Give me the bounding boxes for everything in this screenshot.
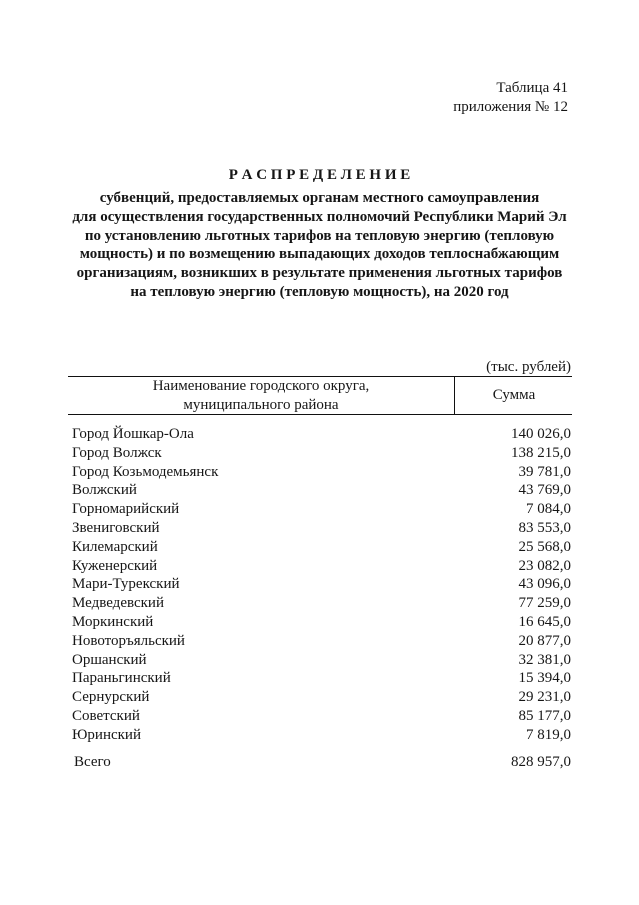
total-row [72,753,571,772]
units-label: (тыс. рублей) [486,359,571,375]
table-row [72,726,571,745]
row-amount: 29 231,0 [518,689,571,706]
header-name-line: муниципального района [183,396,339,413]
table-row [72,538,571,557]
row-name: Город Волжск [72,444,162,461]
document-subtitle [0,189,639,302]
row-name: Оршанский [72,651,147,668]
table-row [72,669,571,688]
table-row [72,575,571,594]
row-amount: 138 215,0 [511,444,571,461]
row-name: Килемарский [72,538,158,555]
row-name: Советский [72,707,140,724]
table-row [72,688,571,707]
header-name-column [68,377,455,414]
table-row [72,651,571,670]
row-amount: 39 781,0 [518,463,571,480]
row-name: Сернурский [72,689,150,706]
header-name-line: Наименование городского округа, [152,378,370,394]
table-row [72,613,571,632]
annex-table-number: Таблица 41 [496,80,568,96]
subtitle-line: по установлению льготных тарифов на тепловую энергию (тепловую [84,227,555,244]
subtitle-line: мощность) и по возмещению выпадающих доходов теплоснабжающим [79,246,560,263]
row-name: Юринский [72,726,141,743]
row-name: Мари-Турекский [72,576,180,593]
row-name: Медведевский [72,595,164,612]
annex-reference [453,79,568,117]
row-name: Новоторъяльский [72,632,185,649]
row-amount: 77 259,0 [518,595,571,612]
table-row [72,594,571,613]
row-amount: 43 096,0 [518,576,571,593]
row-amount: 16 645,0 [518,613,571,630]
row-name: Город Козьмодемьянск [72,463,219,480]
subtitle-line: на тепловую энергию (тепловую мощность), на 2020 год [130,283,509,300]
table-body [72,425,571,771]
table-row [72,444,571,463]
table-row [72,632,571,651]
total-label: Всего [74,753,111,770]
row-name: Город Йошкар-Ола [72,426,194,442]
header-amount-column: Сумма [492,387,536,403]
row-name: Моркинский [72,613,154,630]
row-amount: 140 026,0 [511,426,571,442]
table-row [72,519,571,538]
row-amount: 83 553,0 [518,519,571,536]
subtitle-line: для осуществления государственных полномочий Республики Марий Эл [72,208,567,225]
table-row [72,557,571,576]
total-amount: 828 957,0 [511,753,571,770]
subtitle-line: организациям, возникших в результате применения льготных тарифов [76,265,563,282]
table-row [72,481,571,500]
row-amount: 23 082,0 [518,557,571,574]
row-amount: 7 819,0 [526,726,571,743]
row-name: Звениговский [72,519,160,536]
row-amount: 7 084,0 [526,501,571,518]
table-row [72,707,571,726]
row-name: Волжский [72,482,137,499]
table-header [68,376,572,415]
annex-appendix-number: приложения № 12 [453,99,568,115]
subtitle-line: субвенций, предоставляемых органам местного самоуправления [99,190,540,206]
row-amount: 85 177,0 [518,707,571,724]
row-amount: 20 877,0 [518,632,571,649]
row-name: Горномарийский [72,501,180,518]
document-title: Р А С П Р Е Д Е Л Е Н И Е [228,167,411,183]
table-row [72,463,571,482]
row-amount: 25 568,0 [518,538,571,555]
row-name: Куженерский [72,557,158,574]
row-amount: 43 769,0 [518,482,571,499]
row-amount: 15 394,0 [518,670,571,687]
table-row [72,500,571,519]
row-amount: 32 381,0 [518,651,571,668]
table-row [72,425,571,444]
row-name: Параньгинский [72,670,171,687]
